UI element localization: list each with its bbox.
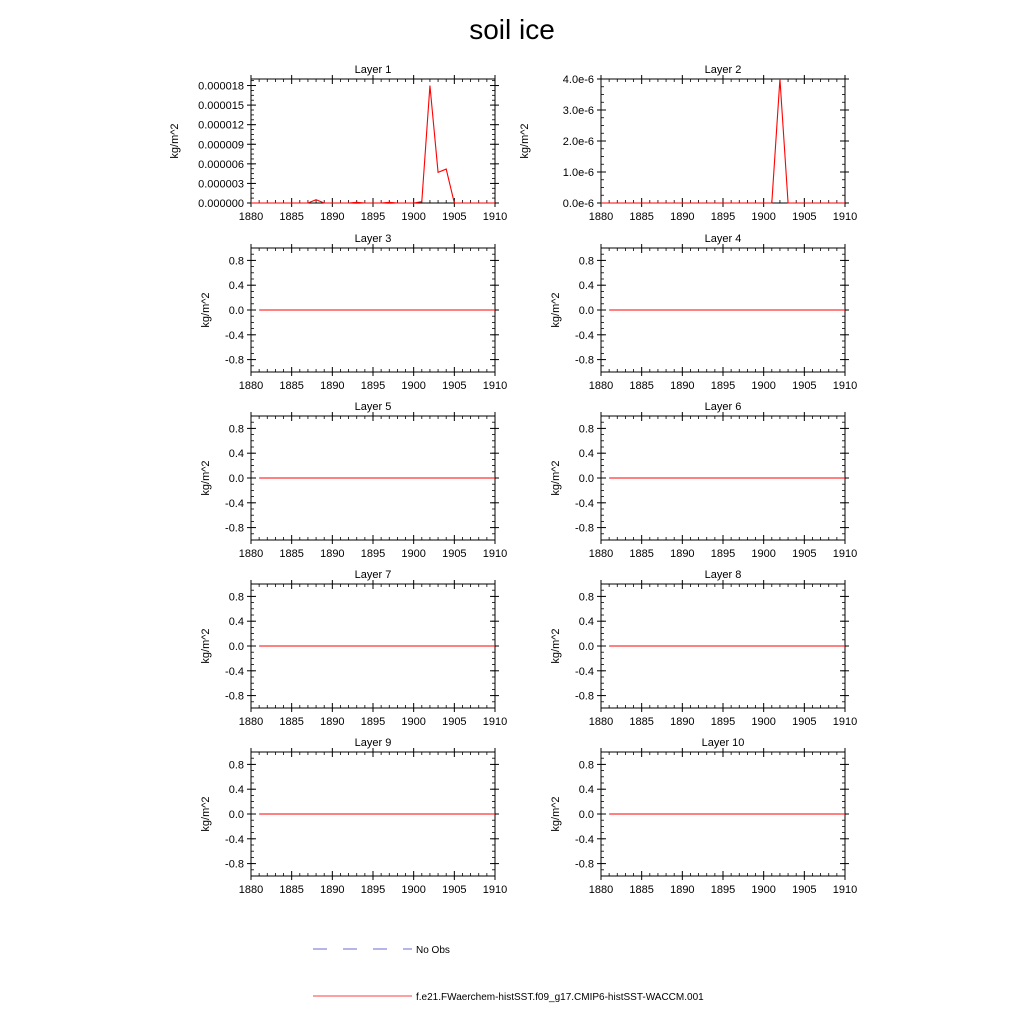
panel-1-ytick-label: 0.000006 [198,158,244,171]
panel-9-title: Layer 9 [354,737,392,749]
panel-1-xtick-label: 1880 [238,211,264,223]
panel-3-xtick-label: 1890 [320,380,345,392]
panel-10-xtick-label: 1880 [588,884,614,896]
panel-9-xtick-label: 1890 [320,884,345,896]
panel-4-xtick-label: 1910 [832,380,858,392]
panel-7-xtick-label: 1890 [320,716,345,728]
panel-2-xtick-label: 1910 [832,211,858,223]
panel-9-xtick-label: 1895 [360,884,386,896]
panel-1-ytick-label: 0.000015 [198,100,244,113]
panel-4-ytick-label: -0.8 [575,354,594,367]
panel-5-xtick-label: 1880 [238,548,264,560]
panel-2-ytick-label: 0.0e-6 [562,198,594,210]
panel-5-ytick-label: -0.4 [225,497,244,510]
panel-10-ytick-label: 0.0 [578,809,594,821]
panel-8-title: Layer 8 [704,569,742,581]
panel-10-xtick-label: 1885 [629,884,654,896]
panel-3-xtick-label: 1880 [238,380,264,392]
panel-10-xtick-label: 1910 [832,884,858,896]
panel-1-ytick-label: 0.000018 [198,80,244,93]
panel-2-ytick-label: 1.0e-6 [562,167,594,179]
panel-3-ytick-label: 0.8 [228,255,244,268]
panel-9-ylabel: kg/m^2 [200,796,212,832]
panel-2-ytick-label: 4.0e-6 [562,74,594,86]
panel-9-ytick-label: -0.8 [225,858,244,871]
panel-5-ytick-label: -0.8 [225,522,244,535]
panel-1-ytick-label: 0.000003 [198,178,244,191]
panel-2-frame [601,79,845,203]
panel-10-ytick-label: 0.4 [578,784,594,797]
panel-6-xtick-label: 1910 [832,548,858,560]
panel-6-ytick-label: 0.0 [578,473,594,485]
panel-1-xtick-label: 1890 [320,211,345,223]
panel-6-ytick-label: 0.8 [578,423,594,436]
panel-4-ytick-label: 0.8 [578,255,594,268]
panel-3-ylabel: kg/m^2 [200,292,212,328]
panel-8-xtick-label: 1890 [670,716,695,728]
panel-3-xtick-label: 1895 [360,380,386,392]
panel-6-ytick-label: 0.4 [578,448,594,461]
panel-5-xtick-label: 1910 [482,548,508,560]
panel-6-xtick-label: 1890 [670,548,695,560]
panel-2-xtick-label: 1900 [751,211,776,223]
panel-8-xtick-label: 1900 [751,716,776,728]
panel-6-xtick-label: 1895 [710,548,736,560]
panel-6-title: Layer 6 [704,401,742,413]
panel-4-xtick-label: 1895 [710,380,736,392]
panel-10-ytick-label: -0.8 [575,858,594,871]
panel-8-ytick-label: 0.8 [578,591,594,604]
panel-3-xtick-label: 1885 [279,380,304,392]
panel-5-ytick-label: 0.4 [228,448,244,461]
panel-10-ytick-label: -0.4 [575,833,594,846]
panel-10-xtick-label: 1905 [792,884,817,896]
panel-9-xtick-label: 1910 [482,884,508,896]
panel-7-xtick-label: 1885 [279,716,304,728]
panel-1-frame [251,79,495,203]
panel-8-xtick-label: 1910 [832,716,858,728]
panel-1-ylabel: kg/m^2 [169,123,181,159]
panel-8-xtick-label: 1895 [710,716,736,728]
panel-9-ytick-label: 0.8 [228,759,244,772]
panel-2-ytick-label: 2.0e-6 [562,136,594,148]
panel-4-ytick-label: -0.4 [575,329,594,342]
panel-8-ytick-label: -0.4 [575,665,594,678]
panel-6-xtick-label: 1880 [588,548,614,560]
panel-10-xtick-label: 1895 [710,884,736,896]
panel-1-title: Layer 1 [354,64,392,76]
panel-7-ylabel: kg/m^2 [200,628,212,664]
panel-10-title: Layer 10 [701,737,745,749]
panel-6-xtick-label: 1885 [629,548,654,560]
panel-4-xtick-label: 1905 [792,380,817,392]
panel-8-xtick-label: 1880 [588,716,614,728]
panel-8-ytick-label: -0.8 [575,690,594,703]
figure-title: soil ice [469,14,555,45]
panel-3-ytick-label: -0.4 [225,329,244,342]
panel-4-title: Layer 4 [704,233,742,245]
panel-1-xtick-label: 1910 [482,211,508,223]
panel-6-ylabel: kg/m^2 [550,460,562,496]
panel-10-ytick-label: 0.8 [578,759,594,772]
panel-4-ytick-label: 0.4 [578,280,594,293]
panel-8-ytick-label: 0.4 [578,616,594,629]
panel-7-xtick-label: 1895 [360,716,386,728]
panel-4-xtick-label: 1880 [588,380,614,392]
panel-7-ytick-label: -0.8 [225,690,244,703]
panel-1-series-line [251,86,495,203]
panel-1-ytick-label: 0.000000 [198,198,244,210]
panel-7-xtick-label: 1910 [482,716,508,728]
panel-10-xtick-label: 1900 [751,884,776,896]
panel-8-xtick-label: 1905 [792,716,817,728]
panel-1-xtick-label: 1905 [442,211,467,223]
panel-10-xtick-label: 1890 [670,884,695,896]
panel-2-series-line [601,79,845,203]
panel-9-xtick-label: 1885 [279,884,304,896]
panel-10-ylabel: kg/m^2 [550,796,562,832]
panel-6-xtick-label: 1905 [792,548,817,560]
panel-4-xtick-label: 1890 [670,380,695,392]
panel-5-ylabel: kg/m^2 [200,460,212,496]
panel-2-xtick-label: 1880 [588,211,614,223]
panel-3-xtick-label: 1910 [482,380,508,392]
panel-7-ytick-label: 0.8 [228,591,244,604]
panel-9-ytick-label: 0.0 [228,809,244,821]
panel-6-xtick-label: 1900 [751,548,776,560]
panel-6-ytick-label: -0.8 [575,522,594,535]
panel-9-xtick-label: 1905 [442,884,467,896]
panel-2-xtick-label: 1895 [710,211,736,223]
panel-2-title: Layer 2 [704,64,742,76]
panel-2-xtick-label: 1905 [792,211,817,223]
panel-3-xtick-label: 1905 [442,380,467,392]
panel-2-xtick-label: 1890 [670,211,695,223]
panel-3-ytick-label: 0.0 [228,305,244,317]
panel-2-xtick-label: 1885 [629,211,654,223]
panel-1-xtick-label: 1885 [279,211,304,223]
panel-8-ytick-label: 0.0 [578,641,594,653]
legend-no-obs-label: No Obs [416,945,450,956]
panel-5-xtick-label: 1890 [320,548,345,560]
panel-5-xtick-label: 1895 [360,548,386,560]
panel-5-ytick-label: 0.8 [228,423,244,436]
panel-2-ylabel: kg/m^2 [519,123,531,159]
panel-1-ytick-label: 0.000009 [198,139,244,152]
panel-5-xtick-label: 1885 [279,548,304,560]
panel-7-xtick-label: 1900 [401,716,426,728]
panel-4-xtick-label: 1885 [629,380,654,392]
panel-9-xtick-label: 1880 [238,884,264,896]
panel-4-ylabel: kg/m^2 [550,292,562,328]
panel-5-ytick-label: 0.0 [228,473,244,485]
panel-7-xtick-label: 1880 [238,716,264,728]
panel-9-ytick-label: -0.4 [225,833,244,846]
panel-7-title: Layer 7 [354,569,392,581]
panel-1-ytick-label: 0.000012 [198,119,244,132]
panel-3-ytick-label: 0.4 [228,280,244,293]
legend-model-label: f.e21.FWaerchem-histSST.f09_g17.CMIP6-histSST-WACCM.001 [416,992,704,1003]
panel-2-ytick-label: 3.0e-6 [562,105,594,117]
panel-4-ytick-label: 0.0 [578,305,594,317]
panel-7-xtick-label: 1905 [442,716,467,728]
panel-7-ytick-label: 0.4 [228,616,244,629]
panel-3-xtick-label: 1900 [401,380,426,392]
panel-7-ytick-label: 0.0 [228,641,244,653]
panel-3-ytick-label: -0.8 [225,354,244,367]
panel-6-ytick-label: -0.4 [575,497,594,510]
panel-4-xtick-label: 1900 [751,380,776,392]
panel-1-xtick-label: 1895 [360,211,386,223]
panel-3-title: Layer 3 [354,233,392,245]
panel-8-xtick-label: 1885 [629,716,654,728]
panel-8-ylabel: kg/m^2 [550,628,562,664]
panel-7-ytick-label: -0.4 [225,665,244,678]
panel-1-xtick-label: 1900 [401,211,426,223]
panel-5-xtick-label: 1900 [401,548,426,560]
panel-5-xtick-label: 1905 [442,548,467,560]
panel-5-title: Layer 5 [354,401,392,413]
panel-9-ytick-label: 0.4 [228,784,244,797]
panel-9-xtick-label: 1900 [401,884,426,896]
